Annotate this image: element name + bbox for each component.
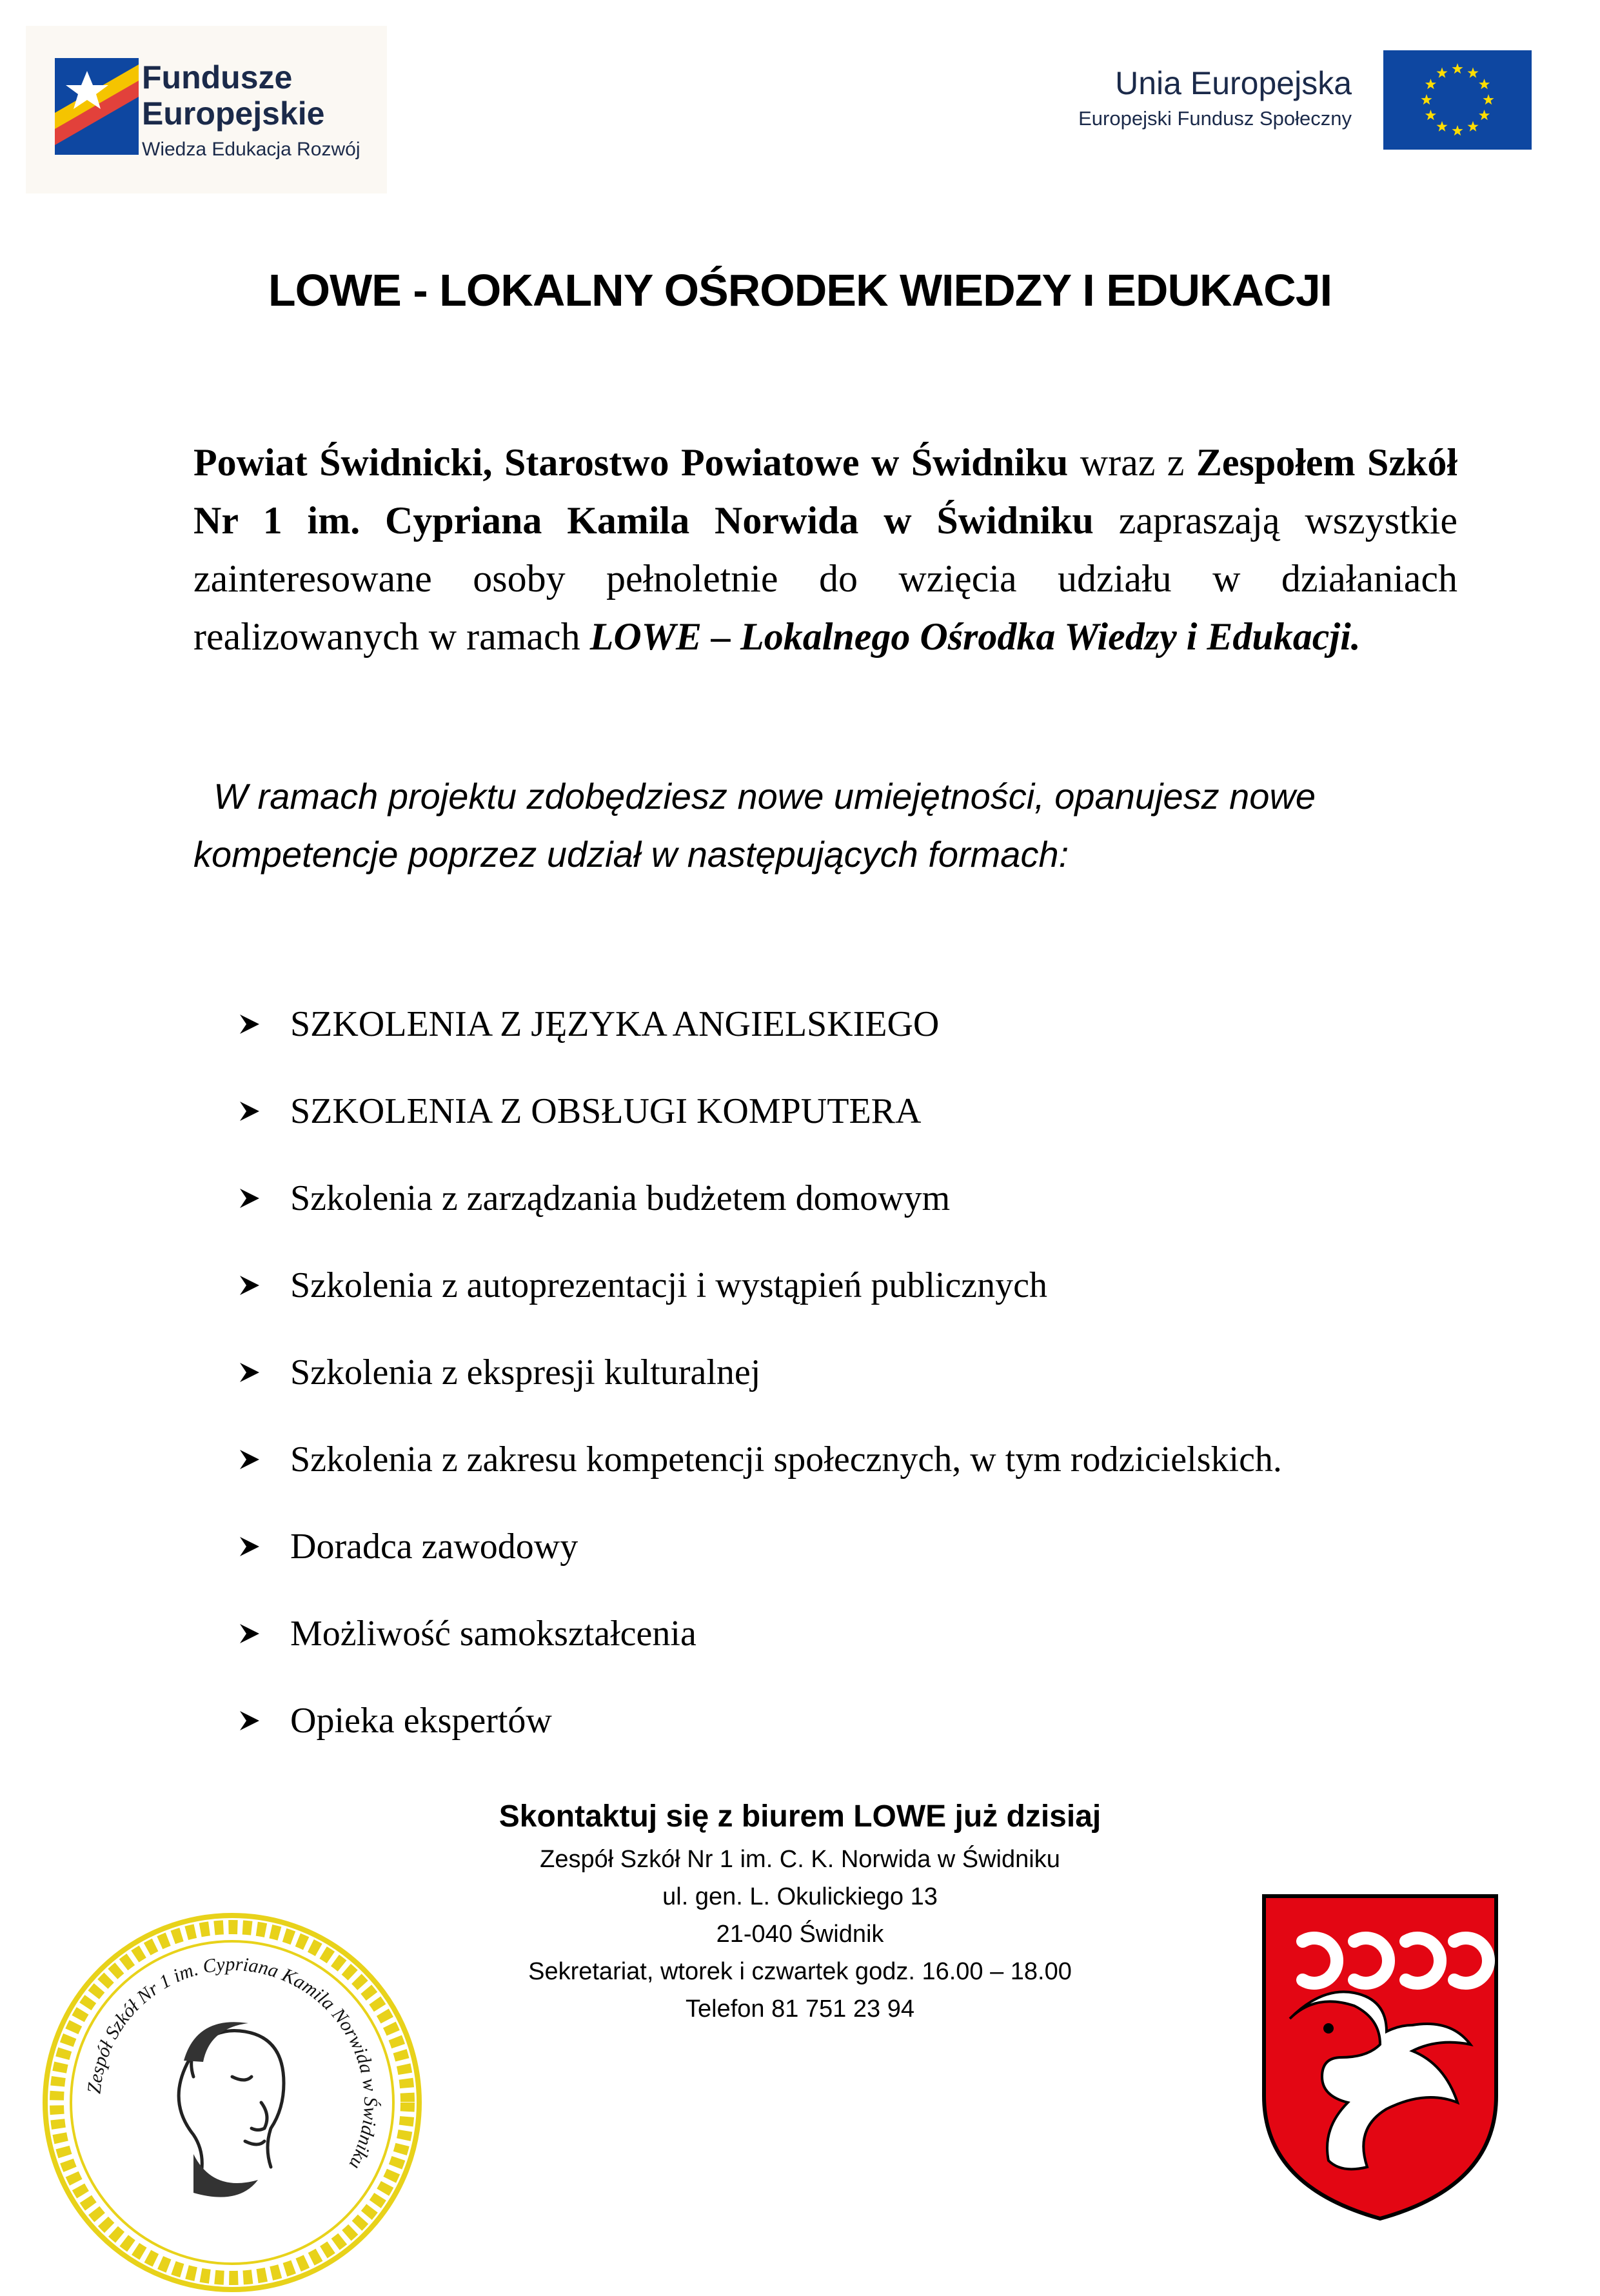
list-item <box>239 1503 1464 1590</box>
contact-line: Zespół Szkół Nr 1 im. C. K. Norwida w Świdniku <box>540 1846 1060 1873</box>
school-seal <box>39 1909 426 2296</box>
intro-school: Zespołem Szkół Nr 1 im. Cypriana Kamila Norwida w Świdniku <box>193 441 1457 542</box>
contact-line: Sekretariat, wtorek i czwartek godz. 16.00 – 18.00 <box>528 1958 1072 1985</box>
list-item <box>239 1067 1464 1154</box>
arrow-bullet-icon <box>239 1274 290 1296</box>
intro-text-2: zapraszają wszystkie zainteresowane osoby pełnoletnie do wzięcia udziału w działaniach realizowanych w ramach <box>193 499 1458 658</box>
fe-logo-line3: Wiedza Edukacja Rozwój <box>142 139 360 160</box>
arrow-bullet-icon <box>239 1449 290 1470</box>
eu-flag <box>1383 50 1532 150</box>
form-label: Opieka ekspertów <box>290 1700 552 1741</box>
arrow-bullet-icon <box>239 1100 290 1122</box>
arrow-bullet-icon <box>239 1623 290 1645</box>
form-label: Doradca zawodowy <box>290 1526 578 1567</box>
form-label: Szkolenia z ekspresji kulturalnej <box>290 1352 761 1392</box>
ue-logo-line2: Europejski Fundusz Społeczny <box>1078 107 1352 130</box>
swidnik-crest <box>1258 1890 1503 2225</box>
form-label: Szkolenia z zarządzania budżetem domowym <box>290 1178 951 1218</box>
form-label: Możliwość samokształcenia <box>290 1613 696 1654</box>
contact-line: Telefon 81 751 23 94 <box>686 1995 914 2023</box>
seal-text: Zespół Szkół Nr 1 im. Cypriana Kamila Norwida w Świdniku <box>83 1953 382 2173</box>
unia-europejska-text <box>771 64 1352 133</box>
list-item <box>239 1329 1464 1416</box>
form-label: SZKOLENIA Z JĘZYKA ANGIELSKIEGO <box>290 1004 940 1044</box>
intro-lead: Powiat Świdnicki, Starostwo Powiatowe w Świdniku <box>193 441 1069 484</box>
projekt-paragraph <box>193 767 1457 884</box>
fundusze-europejskie-text <box>142 59 413 164</box>
page-title: LOWE - LOKALNY OŚRODEK WIEDZY I EDUKACJI <box>268 265 1332 315</box>
intro-program: LOWE – Lokalnego Ośrodka Wiedzy i Edukacji. <box>589 615 1361 658</box>
fe-logo-line2: Europejskie <box>142 95 325 132</box>
contact-line: ul. gen. L. Okulickiego 13 <box>662 1883 938 1910</box>
arrow-bullet-icon <box>239 1536 290 1558</box>
forms-list <box>239 980 1464 1764</box>
contact-heading: Skontaktuj się z biurem LOWE już dzisiaj <box>499 1799 1101 1834</box>
list-item <box>239 980 1464 1067</box>
arrow-bullet-icon <box>239 1013 290 1035</box>
ue-logo-line1: Unia Europejska <box>1115 65 1352 101</box>
arrow-bullet-icon <box>239 1710 290 1732</box>
contact-line: 21-040 Świdnik <box>716 1921 884 1948</box>
form-label: Szkolenia z zakresu kompetencji społecznych, w tym rodzicielskich. <box>290 1439 1282 1480</box>
arrow-bullet-icon <box>239 1361 290 1383</box>
arrow-bullet-icon <box>239 1187 290 1209</box>
projekt-text: W ramach projektu zdobędziesz nowe umiejętności, opanujesz nowe kompetencje poprzez udział w następujących formach: <box>193 776 1316 875</box>
list-item <box>239 1416 1464 1503</box>
form-label: Szkolenia z autoprezentacji i wystąpień publicznych <box>290 1265 1048 1305</box>
fe-logo-line1: Fundusze <box>142 59 293 95</box>
list-item <box>239 1154 1464 1242</box>
intro-text-1: wraz z <box>1068 441 1196 484</box>
form-label: SZKOLENIA Z OBSŁUGI KOMPUTERA <box>290 1091 922 1131</box>
list-item <box>239 1677 1464 1764</box>
list-item <box>239 1590 1464 1677</box>
intro-paragraph <box>193 433 1457 666</box>
list-item <box>239 1242 1464 1329</box>
